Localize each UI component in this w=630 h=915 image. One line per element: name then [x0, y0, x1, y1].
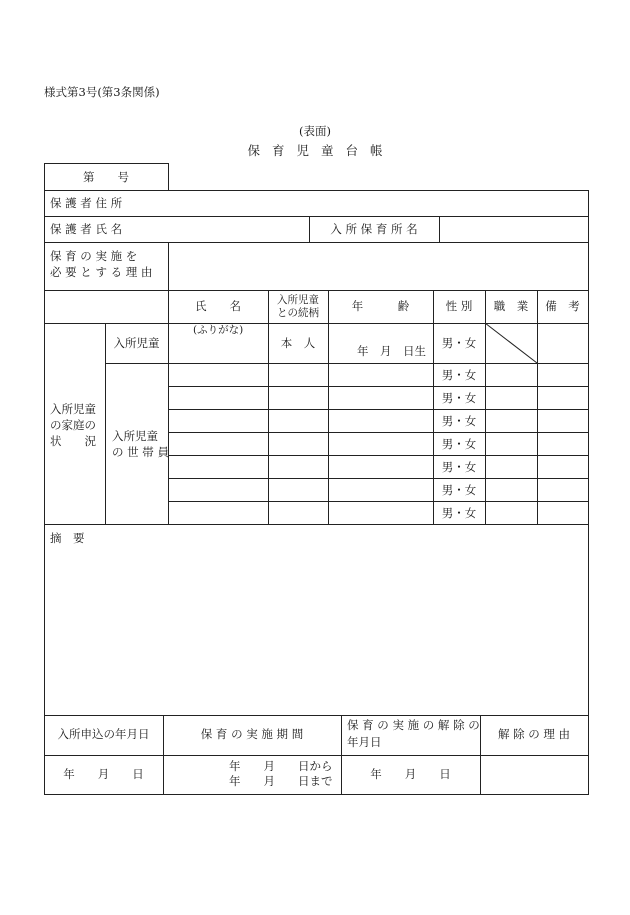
column-occupation: 職 業: [493, 299, 529, 313]
period-to: 年 月 日まで: [229, 774, 333, 788]
column-relation-line1: 入所児童: [277, 294, 319, 306]
apply-date-label: 入所申込の年月日: [57, 727, 150, 741]
column-age: 年 齢: [351, 299, 410, 313]
relation-self: 本 人: [280, 336, 316, 350]
page-title: 保育児童台帳: [247, 143, 395, 158]
furigana-label: (ふりがな): [193, 324, 244, 336]
column-remarks: 備 考: [545, 299, 580, 313]
cancel-date-value: 年 月 日: [370, 767, 451, 781]
sex-value: 男・女: [441, 483, 477, 497]
guardian-name-label: 保 護 者 氏 名: [50, 222, 123, 236]
cancel-date-label-line2: 年月日: [347, 735, 382, 749]
sex-value: 男・女: [441, 368, 477, 382]
household-label-line2: の 世 帯 員: [112, 445, 169, 459]
reason-label-line2: 必 要 と す る 理 由: [50, 265, 153, 279]
birth-date-label: 年 月 日生: [357, 344, 426, 358]
facility-name-label: 入 所 保 育 所 名: [330, 222, 418, 236]
family-label-line2: の家庭の: [50, 418, 96, 432]
sex-value: 男・女: [441, 460, 477, 474]
reason-label-line1: 保 育 の 実 施 を: [50, 249, 138, 263]
sex-value: 男・女: [441, 336, 477, 350]
sex-value: 男・女: [441, 437, 477, 451]
household-label-line1: 入所児童: [112, 429, 158, 443]
family-label-line3: 状 況: [50, 434, 96, 448]
cancel-date-label-line1: 保 育 の 実 施 の 解 除 の: [347, 718, 480, 732]
cancel-reason-label: 解 除 の 理 由: [497, 727, 571, 741]
family-label-line1: 入所児童: [50, 402, 96, 416]
period-label: 保 育 の 実 施 期 間: [200, 727, 304, 741]
sex-value: 男・女: [441, 506, 477, 520]
column-name: 氏 名: [195, 299, 241, 313]
number-label: 第 号: [83, 170, 129, 184]
sex-value: 男・女: [441, 414, 477, 428]
sex-value: 男・女: [441, 391, 477, 405]
child-label: 入所児童: [113, 336, 160, 350]
column-relation-line2: との続柄: [277, 307, 319, 319]
form-reference: 様式第3号(第3条関係): [44, 85, 160, 99]
column-sex: 性 別: [445, 299, 473, 313]
guardian-address-label: 保 護 者 住 所: [50, 196, 123, 210]
period-from: 年 月 日から: [229, 759, 333, 773]
apply-date-value: 年 月 日: [63, 767, 144, 781]
summary-label: 摘 要: [50, 531, 85, 545]
side-label: (表面): [299, 124, 331, 138]
